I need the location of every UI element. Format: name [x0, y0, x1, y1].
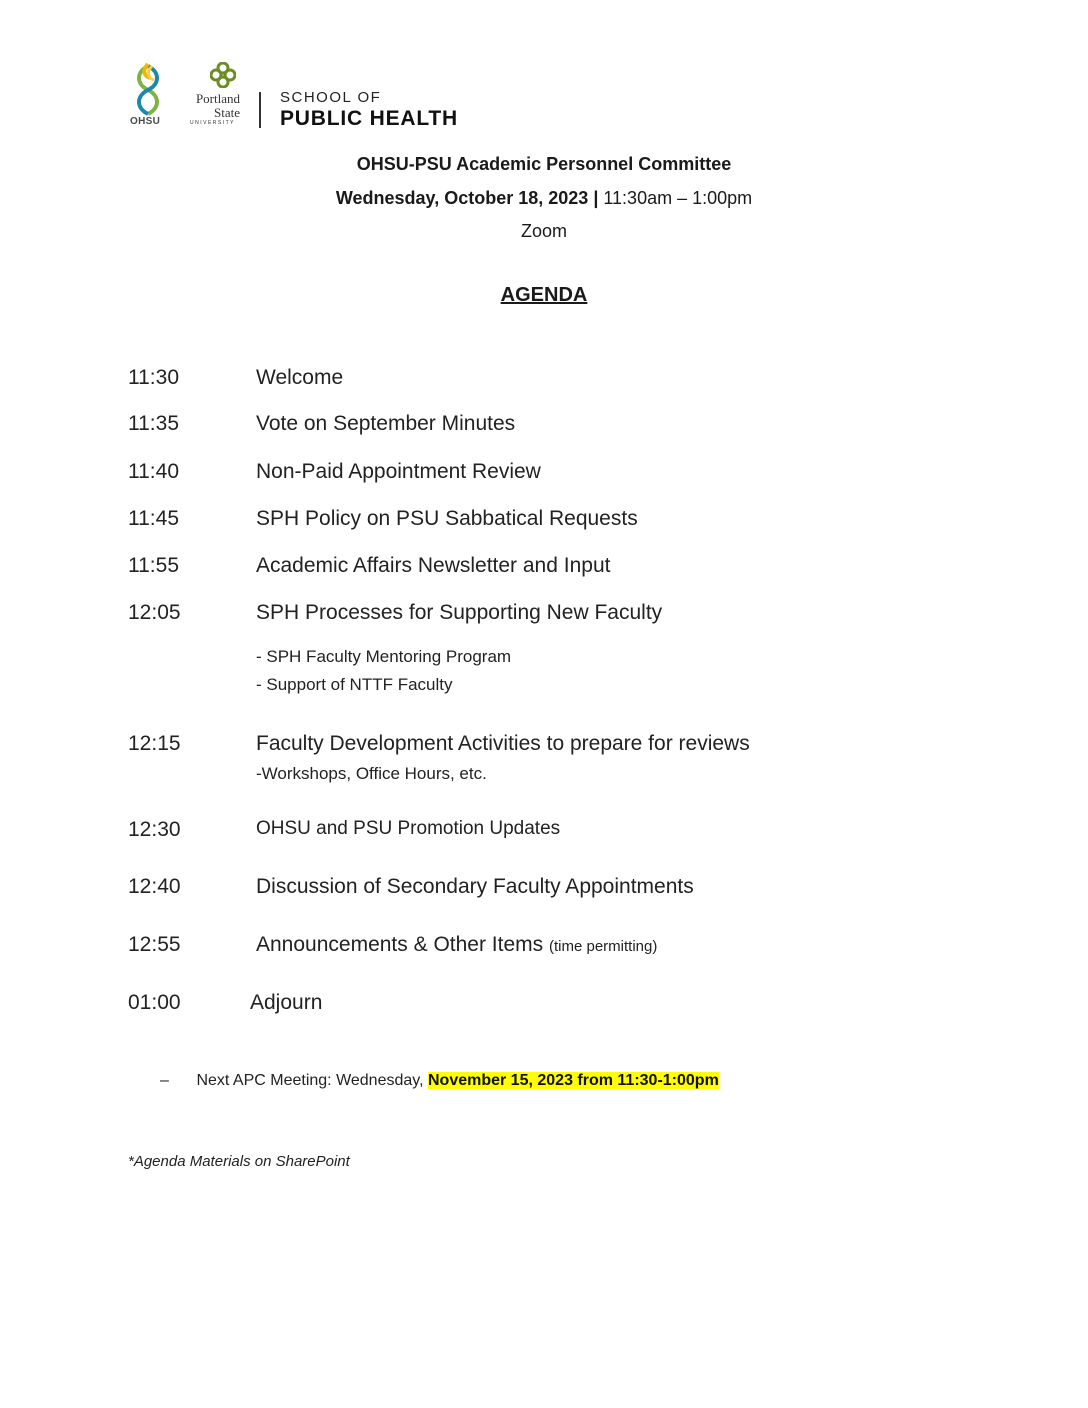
agenda-topic: SPH Processes for Supporting New Faculty [256, 601, 663, 624]
agenda-time: 01:00 [128, 991, 181, 1014]
next-meeting-prefix: Next APC Meeting: Wednesday, [196, 1072, 424, 1089]
logo-divider [259, 92, 261, 128]
sph-logo-line1: SCHOOL OF [280, 89, 382, 106]
psu-logo-university: UNIVERSITY [190, 120, 236, 126]
agenda-topic-text: Announcements & Other Items [256, 933, 544, 956]
psu-logo [184, 62, 244, 130]
sph-logo-line2: PUBLIC HEALTH [280, 107, 458, 130]
agenda-heading: AGENDA [500, 284, 588, 306]
next-meeting-highlight: November 15, 2023 from 11:30-1:00pm [427, 1072, 719, 1089]
psu-mark-icon [210, 62, 236, 88]
committee-title: OHSU-PSU Academic Personnel Committee [356, 154, 732, 174]
agenda-time: 12:15 [128, 732, 181, 755]
agenda-time: 12:05 [128, 601, 181, 624]
agenda-topic: Discussion of Secondary Faculty Appointments [256, 875, 694, 898]
ohsu-logo [126, 62, 170, 130]
agenda-materials-note: *Agenda Materials on SharePoint [128, 1153, 350, 1170]
agenda-time: 11:55 [128, 554, 179, 577]
next-meeting [160, 1072, 719, 1090]
meeting-location: Zoom [520, 221, 567, 241]
agenda-topic: Non-Paid Appointment Review [256, 460, 541, 483]
meeting-date: Wednesday, October 18, 2023 [335, 188, 589, 208]
meeting-datetime [0, 188, 1088, 209]
agenda-time: 11:35 [128, 412, 179, 435]
datetime-separator: | [593, 188, 599, 208]
agenda-subitem: -Workshops, Office Hours, etc. [256, 764, 487, 783]
agenda-topic: OHSU and PSU Promotion Updates [256, 818, 561, 839]
agenda-time: 11:30 [128, 366, 179, 389]
ohsu-logo-text: OHSU [130, 116, 161, 127]
agenda-topic: Adjourn [250, 991, 323, 1014]
agenda-subitem: - Support of NTTF Faculty [256, 675, 453, 694]
header-logos [126, 62, 486, 132]
agenda-time: 12:30 [128, 818, 181, 841]
meeting-time-range: 11:30am – 1:00pm [603, 188, 753, 208]
agenda-time: 11:40 [128, 460, 179, 483]
agenda-topic: SPH Policy on PSU Sabbatical Requests [256, 507, 638, 530]
agenda-time: 12:55 [128, 933, 181, 956]
agenda-topic-note: (time permitting) [548, 938, 658, 955]
agenda-subitem: - SPH Faculty Mentoring Program [256, 647, 512, 666]
bullet-dash: – [160, 1072, 169, 1089]
agenda-topic: Vote on September Minutes [256, 412, 516, 435]
agenda-topic: Welcome [256, 366, 344, 389]
agenda-topic: Academic Affairs Newsletter and Input [256, 554, 611, 577]
agenda-topic [256, 933, 657, 957]
agenda-time: 11:45 [128, 507, 179, 530]
agenda-topic: Faculty Development Activities to prepare for reviews [256, 732, 750, 755]
psu-logo-name: Portland State [195, 91, 240, 120]
agenda-time: 12:40 [128, 875, 181, 898]
